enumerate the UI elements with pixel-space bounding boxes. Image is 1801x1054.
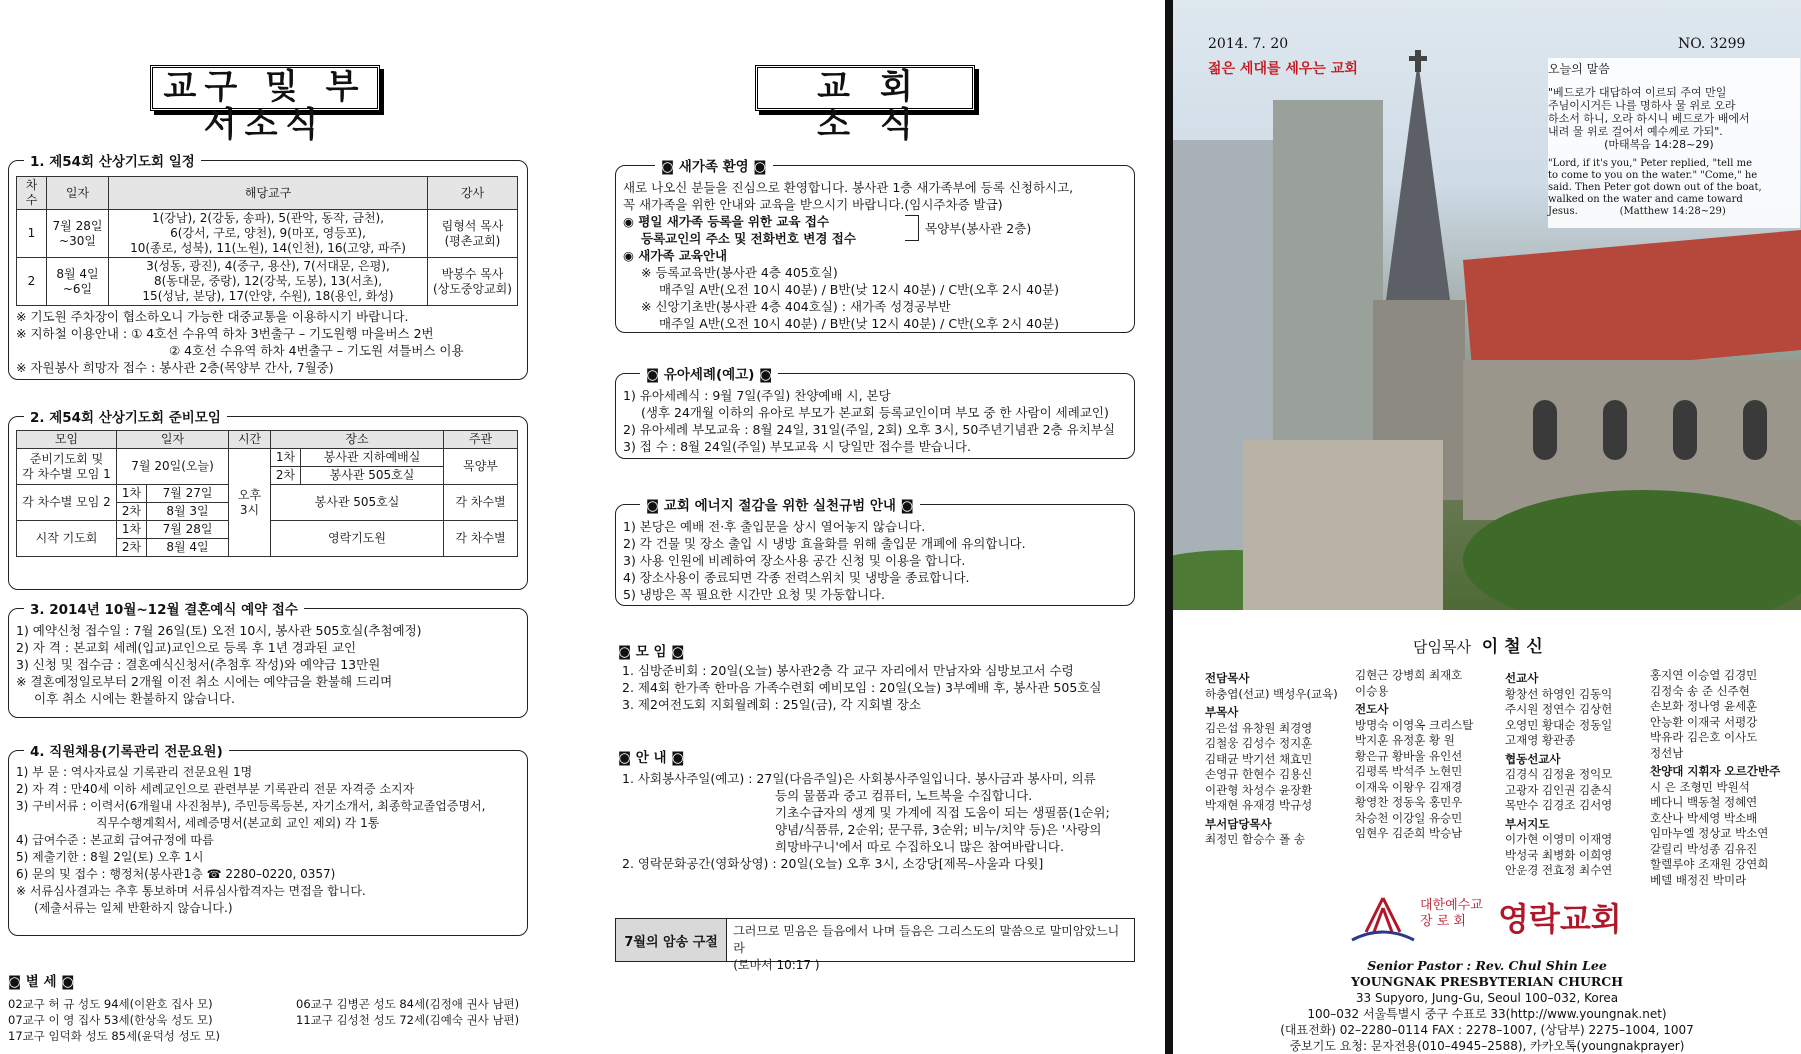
text-line: ◉ 새가족 교육안내 bbox=[623, 248, 728, 263]
parish-news-page bbox=[0, 0, 540, 1054]
table-cell: 7월 27일 bbox=[147, 485, 229, 503]
text-line: 희망바구니'에서 따로 수집하오니 많은 참여바랍니다. bbox=[775, 839, 1064, 854]
footer-church: YOUNGNAK PRESBYTERIAN CHURCH bbox=[1350, 974, 1624, 989]
text-line: 매주일 A반(오전 10시 40분) / B반(낮 12시 40분) / C반(오후 2시 40분) bbox=[659, 316, 1060, 331]
job-lines bbox=[16, 764, 485, 917]
section-title: ◙ 유아세례(예고) ◙ bbox=[640, 363, 778, 383]
table-cell: 각 차수별 bbox=[444, 521, 518, 557]
table-cell bbox=[109, 210, 428, 258]
table-cell: 2차 bbox=[271, 467, 301, 485]
note-line: ※ 지하철 이용안내 : ① 4호선 수유역 하차 3번출구 – 기도원행 마을버스 2번 bbox=[16, 326, 434, 341]
memory-verse-box bbox=[615, 918, 1135, 972]
staff-names: 김정숙 송 준 신주현 bbox=[1650, 683, 1750, 698]
table-cell: 1 bbox=[17, 210, 47, 258]
infant-baptism-section bbox=[615, 367, 1135, 459]
cover-page bbox=[1173, 0, 1801, 1054]
table-row bbox=[17, 210, 518, 258]
prayer-schedule-section bbox=[8, 154, 528, 380]
staff-names: 방명숙 이영옥 크리스탈 bbox=[1355, 717, 1474, 732]
staff-heading: 찬양대 지휘자 오르간반주 bbox=[1650, 764, 1781, 778]
staff-names: 정선남 bbox=[1650, 745, 1684, 760]
staff-names: 목만수 김경조 김서영 bbox=[1505, 798, 1613, 812]
logo-line: 장 로 회 bbox=[1420, 914, 1466, 929]
text-line: 새로 나오신 분들을 진심으로 환영합니다. 봉사관 1층 새가족부에 등록 신청하시고, bbox=[623, 180, 1074, 195]
footer-address: 100–032 서울특별시 중구 수표로 33(http://www.youngnak.net) bbox=[1307, 1007, 1667, 1021]
staff-names: 오영민 황대순 정동일 bbox=[1505, 717, 1613, 732]
logo-line: 대한예수교 bbox=[1420, 898, 1483, 913]
text-line: 1. 심방준비회 : 20일(오늘) 봉사관2층 각 교구 자리에서 만남자와 심방보고서 수령 bbox=[622, 663, 1074, 678]
table-cell: 2차 bbox=[117, 539, 147, 557]
staff-names: 김태균 박기선 채효민 bbox=[1205, 751, 1313, 766]
staff-names: 안운경 전효정 최수연 bbox=[1505, 863, 1613, 877]
staff-names: 김현근 강병희 최재호 bbox=[1355, 668, 1463, 682]
table-header: 일자 bbox=[117, 431, 229, 449]
verse-line: Jesus. bbox=[1548, 206, 1578, 217]
staff-names: 김철웅 김성수 정지훈 bbox=[1205, 736, 1313, 750]
text-line: 6) 문의 및 접수 : 행정처(봉사관1층 ☎ 2280–0220, 0357) bbox=[16, 867, 336, 881]
cell-line: 림형석 목사 bbox=[441, 218, 504, 233]
english-verse bbox=[1548, 158, 1762, 218]
verse-line: walked on the water and came toward bbox=[1548, 194, 1743, 205]
table-cell: 1차 bbox=[271, 449, 301, 467]
table-cell: 각 차수별 모임 2 bbox=[17, 485, 117, 521]
section-title: 4. 직원채용(기록관리 전문요원) bbox=[24, 740, 229, 760]
table-header: 강사 bbox=[428, 177, 518, 210]
infant-lines bbox=[623, 387, 1115, 455]
staff-column bbox=[1205, 668, 1338, 848]
staff-names: 황영찬 정동욱 홍민우 bbox=[1355, 795, 1463, 809]
verse-reference: (Matthew 14:28~29) bbox=[1619, 206, 1726, 217]
text-line: 2) 각 건물 및 장소 출입 시 냉방 효율화를 위해 출입문 개폐에 유의합니다. bbox=[623, 536, 1026, 551]
text-line: 1. 사회봉사주일(예고) : 27일(다음주일)은 사회봉사주일입니다. 봉사금과 봉사미, 의류 bbox=[622, 771, 1096, 786]
church-logo-icon bbox=[1348, 894, 1418, 944]
text-line: 1) 유아세례식 : 9월 7일(주일) 찬양예배 시, 본당 bbox=[623, 388, 891, 403]
staff-names: 박지훈 유정훈 황 원 bbox=[1355, 733, 1455, 747]
table-cell: 8월 3일 bbox=[147, 503, 229, 521]
prep-meeting-table bbox=[16, 430, 518, 557]
staff-roster bbox=[1205, 668, 1795, 887]
verse-line: to come to you on the water." "Come," he bbox=[1548, 170, 1758, 181]
korean-verse bbox=[1548, 86, 1750, 151]
wedding-reservation-section bbox=[8, 602, 528, 718]
table-cell: 봉사관 505호실 bbox=[301, 467, 444, 485]
page-gutter bbox=[1165, 0, 1173, 1054]
staff-names: 고재영 황관종 bbox=[1505, 733, 1576, 747]
notice-title: ◙ 안 내 ◙ bbox=[618, 750, 685, 766]
table-cell: 목양부 bbox=[444, 449, 518, 485]
staff-heading: 협동선교사 bbox=[1505, 751, 1561, 766]
obituary-line: 07교구 이 영 집사 53세(한상욱 성도 모) bbox=[8, 1013, 213, 1027]
verse-reference: (마태복음 14:28~29) bbox=[1604, 138, 1714, 151]
cell-line: 15(성남, 분당), 17(안양, 수원), 18(용인, 화성) bbox=[142, 289, 394, 303]
meeting-title: ◙ 모 임 ◙ bbox=[618, 644, 685, 660]
verse-line: 그러므로 믿음은 들음에서 나며 들음은 그리스도의 말씀으로 말미암았느니라 bbox=[733, 924, 1120, 955]
parish-news-banner: 교구 및 부서소식 bbox=[150, 65, 380, 111]
staff-heading: 전담목사 bbox=[1205, 671, 1250, 685]
staff-names: 황은규 황바울 유인선 bbox=[1355, 748, 1463, 763]
staff-names: 안능환 이재국 서평강 bbox=[1650, 714, 1758, 729]
text-line: ※ 결혼예정일로부터 2개월 이전 취소 시에는 예약금을 환불해 드리며 bbox=[16, 674, 393, 689]
table-cell: 영락기도원 bbox=[271, 521, 444, 557]
cell-line: 8월 4일 bbox=[56, 266, 99, 281]
text-line: 꼭 새가족을 위한 안내와 교육을 받으시기 바랍니다.(임시주차증 발급) bbox=[623, 197, 1003, 212]
church-news-banner: 교회소식 bbox=[755, 65, 975, 111]
job-posting-section bbox=[8, 744, 528, 936]
footer-phone: (대표전화) 02–2280–0114 FAX : 2278–1007, (상담부) 2275–1004, 1007 bbox=[1280, 1023, 1694, 1037]
footer-address: 33 Supyoro, Jung-Gu, Seoul 100–032, Korea bbox=[1355, 991, 1619, 1005]
staff-names: 하충엽(선교) 백성우(교육) bbox=[1205, 686, 1338, 701]
cell-line: 준비기도회 및 bbox=[29, 451, 104, 466]
table-cell bbox=[229, 449, 271, 557]
staff-names: 박성국 최병화 이희영 bbox=[1505, 847, 1613, 862]
logo-church-name: 영락교회 bbox=[1498, 900, 1622, 938]
staff-names: 베다니 백동철 정혜연 bbox=[1650, 795, 1758, 809]
cell-line: 7월 28일 bbox=[52, 218, 103, 233]
cell-line: 10(종로, 성북), 11(노원), 14(인천), 16(고양, 파주) bbox=[130, 241, 406, 255]
staff-column bbox=[1355, 668, 1473, 842]
text-line: ◉ 평일 새가족 등록을 위한 교육 접수 bbox=[623, 214, 830, 229]
note-line: ※ 자원봉사 희망자 접수 : 봉사관 2층(목양부 간사, 7월중) bbox=[16, 360, 334, 375]
verse-line: 하소서 하니, 오라 하시니 베드로가 배에서 bbox=[1548, 112, 1750, 125]
energy-saving-section bbox=[615, 498, 1135, 606]
cell-line: 1(강남), 2(강동, 송파), 5(관악, 동작, 금천), bbox=[151, 211, 385, 225]
staff-column bbox=[1505, 668, 1612, 879]
cell-line: 3시 bbox=[239, 502, 260, 517]
staff-names: 임현우 김준희 박승남 bbox=[1355, 826, 1463, 840]
staff-names: 이관형 차성수 윤장환 bbox=[1205, 782, 1313, 797]
text-line: 3) 신청 및 접수금 : 결혼예식신청서(추첨후 작성)와 예약금 13만원 bbox=[16, 657, 381, 672]
verse-line: said. Then Peter got down out of the boat, bbox=[1548, 182, 1762, 193]
text-line: 2. 제4회 한가족 한마음 가족수련회 예비모임 : 20일(오늘) 3부예배 후, 봉사관 505호실 bbox=[622, 680, 1102, 695]
section-title: 3. 2014년 10월~12월 결혼예식 예약 접수 bbox=[24, 598, 304, 618]
staff-names: 할렐루야 조재원 강연희 bbox=[1650, 857, 1769, 871]
notes-list bbox=[16, 308, 464, 376]
welcome-section bbox=[615, 159, 1135, 333]
staff-names: 김경식 김정윤 정익모 bbox=[1505, 767, 1613, 781]
staff-names: 고광자 김인권 김춘식 bbox=[1505, 782, 1613, 797]
text-line: 5) 냉방은 꼭 필요한 시간만 요청 및 가동합니다. bbox=[623, 587, 885, 602]
footer-prayer: 중보기도 요청: 문자전용(010–4945–2588), 카카오톡(youngnakprayer) bbox=[1289, 1039, 1685, 1053]
wedding-lines bbox=[16, 622, 422, 707]
prayer-prep-section bbox=[8, 410, 528, 590]
text-line: 3. 제2여전도회 지회월례회 : 25일(금), 각 지회별 장소 bbox=[622, 697, 921, 712]
obituary-line: 11교구 김성천 성도 72세(김예숙 권사 남편) bbox=[296, 1013, 520, 1027]
verse-line: 내려 물 위로 걸어서 예수께로 가되". bbox=[1548, 125, 1723, 138]
staff-heading: 선교사 bbox=[1505, 671, 1539, 685]
staff-names: 시 은 조형민 박원석 bbox=[1650, 779, 1750, 794]
cell-line: 8(동대문, 중랑), 12(강북, 도봉), 13(서초), bbox=[153, 274, 383, 288]
staff-names: 최정민 함승수 폴 송 bbox=[1205, 832, 1305, 846]
text-line: 매주일 A반(오전 10시 40분) / B반(낮 12시 40분) / C반(오후 2시 40분) bbox=[659, 282, 1060, 297]
text-line: (생후 24개월 이하의 유아로 부모가 본교회 등록교인이며 부모 중 한 사람이 세례교인) bbox=[641, 405, 1109, 420]
footer-pastor: Senior Pastor : Rev. Chul Shin Lee bbox=[1367, 958, 1607, 973]
table-cell bbox=[47, 210, 109, 258]
section-title: 2. 제54회 산상기도회 준비모임 bbox=[24, 406, 227, 426]
cell-line: ~30일 bbox=[59, 233, 96, 248]
obituary-line: 06교구 김병곤 성도 84세(김정애 권사 남편) bbox=[296, 997, 520, 1011]
staff-names: 이가현 이영미 이재영 bbox=[1505, 832, 1613, 846]
text-line: 이후 취소 시에는 환불하지 않습니다. bbox=[34, 691, 235, 706]
table-cell: 1차 bbox=[117, 521, 147, 539]
meeting-lines bbox=[622, 662, 1101, 713]
issue-number: NO. 3299 bbox=[1678, 36, 1746, 52]
table-cell bbox=[428, 258, 518, 306]
cell-line: ~6일 bbox=[62, 281, 93, 296]
text-line: 1) 본당은 예배 전·후 출입문을 상시 열어놓지 않습니다. bbox=[623, 519, 926, 534]
text-line: 3) 접 수 : 8월 24일(주일) 부모교육 시 당일만 접수를 받습니다. bbox=[623, 439, 971, 454]
table-cell: 1차 bbox=[117, 485, 147, 503]
table-cell: 시작 기도회 bbox=[17, 521, 117, 557]
text-line: 4) 장소사용이 종료되면 각종 전력스위치 및 냉방을 종료합니다. bbox=[623, 570, 970, 585]
table-header: 시간 bbox=[229, 431, 271, 449]
table-cell: 7월 28일 bbox=[147, 521, 229, 539]
text-line: ※ 신앙기초반(봉사관 4층 404호실) : 새가족 성경공부반 bbox=[641, 299, 951, 314]
text-line: 3) 구비서류 : 이력서(6개월내 사진첨부), 주민등록등본, 자기소개서, 최종학교졸업증명서, bbox=[16, 799, 486, 813]
staff-names: 호산나 박세영 박소배 bbox=[1650, 810, 1758, 825]
verse-last-line bbox=[1548, 206, 1762, 218]
obituary-left bbox=[8, 996, 220, 1044]
prayer-schedule-table bbox=[16, 176, 518, 306]
table-cell: 각 차수별 bbox=[444, 485, 518, 521]
text-line: ※ 서류심사결과는 추후 통보하며 서류심사합격자는 면접을 합니다. bbox=[16, 884, 366, 898]
staff-heading: 부서담당목사 bbox=[1205, 816, 1272, 831]
slogan: 젊은 세대를 세우는 교회 bbox=[1208, 61, 1358, 77]
staff-names: 베델 배정진 박미라 bbox=[1650, 872, 1747, 887]
text-line: 5) 제출기한 : 8월 2일(토) 오후 1시 bbox=[16, 850, 204, 864]
obituary-right bbox=[296, 996, 519, 1028]
staff-names: 박재현 유재경 박규성 bbox=[1205, 798, 1313, 812]
staff-heading: 부서지도 bbox=[1505, 816, 1550, 831]
text-line: 1) 예약신청 접수일 : 7월 26일(토) 오전 10시, 봉사관 505호실(추첨예정) bbox=[16, 623, 422, 638]
church-logo bbox=[1348, 892, 1638, 946]
text-line: 양념/식품류, 2순위; 문구류, 3순위; 비누/치약 등)은 '사랑의 bbox=[775, 822, 1102, 837]
section-title: ◙ 교회 에너지 절감을 위한 실천규범 안내 ◙ bbox=[640, 494, 920, 514]
cell-line: 오후 bbox=[237, 487, 262, 502]
table-cell: 8월 4일 bbox=[147, 539, 229, 557]
text-line: 1) 부 문 : 역사자료실 기록관리 전문요원 1명 bbox=[16, 765, 253, 779]
table-row bbox=[17, 258, 518, 306]
bracket bbox=[905, 215, 919, 241]
staff-names: 주시원 정연수 김상헌 bbox=[1505, 702, 1613, 716]
table-cell: 7월 20일(오늘) bbox=[117, 449, 229, 485]
welcome-side-note: 목양부(봉사관 2층) bbox=[925, 221, 1032, 236]
staff-names: 갈릴리 박성종 김유진 bbox=[1650, 841, 1758, 856]
table-header: 주관 bbox=[444, 431, 518, 449]
table-cell bbox=[109, 258, 428, 306]
text-line: 기초수급자의 생계 및 가계에 직접 도움이 되는 생필품(1순위; bbox=[775, 805, 1110, 820]
logo-denomination bbox=[1420, 898, 1483, 930]
cell-line: 각 차수별 모임 1 bbox=[22, 466, 111, 481]
cell-line: 박봉수 목사 bbox=[441, 266, 504, 281]
text-line: 2. 영락문화공간(영화상영) : 20일(오늘) 오후 3시, 소강당[제목–사울과 다윗] bbox=[622, 856, 1044, 871]
table-cell: 봉사관 505호실 bbox=[271, 485, 444, 521]
table-cell: 2차 bbox=[117, 503, 147, 521]
staff-names: 이재욱 이왕우 김재경 bbox=[1355, 779, 1463, 794]
note-line: ② 4호선 수유역 하차 4번출구 – 기도원 셔틀버스 이용 bbox=[169, 343, 464, 358]
verse-line: "Lord, if it's you," Peter replied, "tell me bbox=[1548, 158, 1752, 169]
table-cell: 2 bbox=[17, 258, 47, 306]
staff-names: 김은섭 유창원 최경영 bbox=[1205, 720, 1313, 735]
text-line: 등록교인의 주소 및 전화번호 변경 접수 bbox=[641, 231, 856, 246]
text-line: ※ 등록교육반(봉사관 4층 405호실) bbox=[641, 265, 838, 280]
table-cell bbox=[17, 449, 117, 485]
table-cell bbox=[47, 258, 109, 306]
table-header: 모임 bbox=[17, 431, 117, 449]
table-row bbox=[17, 449, 518, 467]
text-line: 등의 물품과 중고 컴퓨터, 노트북을 수집합니다. bbox=[775, 788, 1033, 803]
section-title: ◙ 새가족 환영 ◙ bbox=[655, 155, 773, 175]
staff-names: 손보화 정나영 윤세훈 bbox=[1650, 699, 1758, 713]
text-line: 직무수행계획서, 세례증명서(본교회 교인 제외) 각 1통 bbox=[96, 816, 380, 830]
cell-line: 6(강서, 구로, 양천), 9(마포, 영등포), bbox=[170, 226, 366, 240]
table-header: 일자 bbox=[47, 177, 109, 210]
obituary-title: ◙ 별 세 ◙ bbox=[8, 974, 75, 990]
energy-lines bbox=[623, 518, 1026, 603]
staff-names: 이승용 bbox=[1355, 683, 1389, 698]
pastor-name: 이 철 신 bbox=[1481, 637, 1543, 657]
memory-verse-text bbox=[727, 919, 1134, 972]
notice-lines bbox=[622, 770, 1110, 872]
welcome-lines bbox=[623, 179, 1073, 332]
text-line: 2) 자 격 : 만40세 이하 세례교인으로 관련부분 기록관리 전문 자격증 소지자 bbox=[16, 782, 415, 796]
obituary-line: 02교구 허 규 성도 94세(이완호 집사 모) bbox=[8, 997, 213, 1011]
cell-line: (상도중앙교회) bbox=[433, 281, 512, 296]
staff-names: 임마누엘 정상교 박소연 bbox=[1650, 826, 1769, 840]
verse-line: (로마서 10:17 ) bbox=[733, 958, 820, 972]
memory-verse-label: 7월의 암송 구절 bbox=[616, 919, 727, 961]
table-cell bbox=[428, 210, 518, 258]
cover-footer bbox=[1173, 958, 1801, 1054]
staff-heading: 전도사 bbox=[1355, 702, 1389, 716]
staff-heading: 부목사 bbox=[1205, 705, 1239, 719]
church-news-page bbox=[600, 0, 1145, 1054]
text-line: 2) 유아세례 부모교육 : 8월 24일, 31일(주일, 2회) 오후 3시, 50주년기념관 2층 유치부실 bbox=[623, 422, 1115, 437]
pastor-label: 담임목사 bbox=[1413, 638, 1471, 656]
issue-date: 2014. 7. 20 bbox=[1208, 36, 1289, 52]
staff-names: 박유라 김은호 이사도 bbox=[1650, 730, 1758, 744]
table-header: 장소 bbox=[271, 431, 444, 449]
cell-line: 3(성동, 광진), 4(중구, 용산), 7(서대문, 은평), bbox=[146, 259, 390, 273]
text-line: (제출서류는 일체 반환하지 않습니다.) bbox=[34, 901, 233, 915]
table-header-row bbox=[17, 177, 518, 210]
text-line: 4) 급여수준 : 본교회 급여규정에 따름 bbox=[16, 833, 214, 847]
table-header: 차수 bbox=[17, 177, 47, 210]
today-word-panel bbox=[1548, 58, 1800, 228]
staff-names: 김평록 박석주 노현민 bbox=[1355, 764, 1463, 778]
staff-column bbox=[1650, 668, 1780, 888]
staff-names: 황창선 하영인 김동익 bbox=[1505, 686, 1613, 701]
obituary-line: 17교구 임덕화 성도 85세(윤덕성 성도 모) bbox=[8, 1029, 221, 1043]
text-line: 2) 자 격 : 본교회 세례(입교)교인으로 등록 후 1년 경과된 교인 bbox=[16, 640, 357, 655]
verse-line: 주님이시거든 나를 명하사 물 위로 오라 bbox=[1548, 99, 1736, 112]
table-cell: 봉사관 지하예배실 bbox=[301, 449, 444, 467]
staff-names: 손영규 한현수 김용신 bbox=[1205, 767, 1313, 781]
section-title: 1. 제54회 산상기도회 일정 bbox=[24, 150, 201, 170]
senior-pastor bbox=[1413, 632, 1543, 657]
table-header: 해당교구 bbox=[109, 177, 428, 210]
table-header-row bbox=[17, 431, 518, 449]
staff-names: 차승천 이강일 유승민 bbox=[1355, 810, 1463, 825]
today-word-title: 오늘의 말씀 bbox=[1548, 62, 1610, 76]
verse-line: "베드로가 대답하여 이르되 주여 만일 bbox=[1548, 86, 1727, 99]
cell-line: (평촌교회) bbox=[444, 233, 501, 248]
note-line: ※ 기도원 주차장이 협소하오니 가능한 대중교통을 이용하시기 바랍니다. bbox=[16, 309, 409, 324]
staff-names: 홍지연 이승열 김경민 bbox=[1650, 668, 1758, 682]
text-line: 3) 사용 인원에 비례하여 장소사용 공간 신청 및 이용을 합니다. bbox=[623, 553, 966, 568]
